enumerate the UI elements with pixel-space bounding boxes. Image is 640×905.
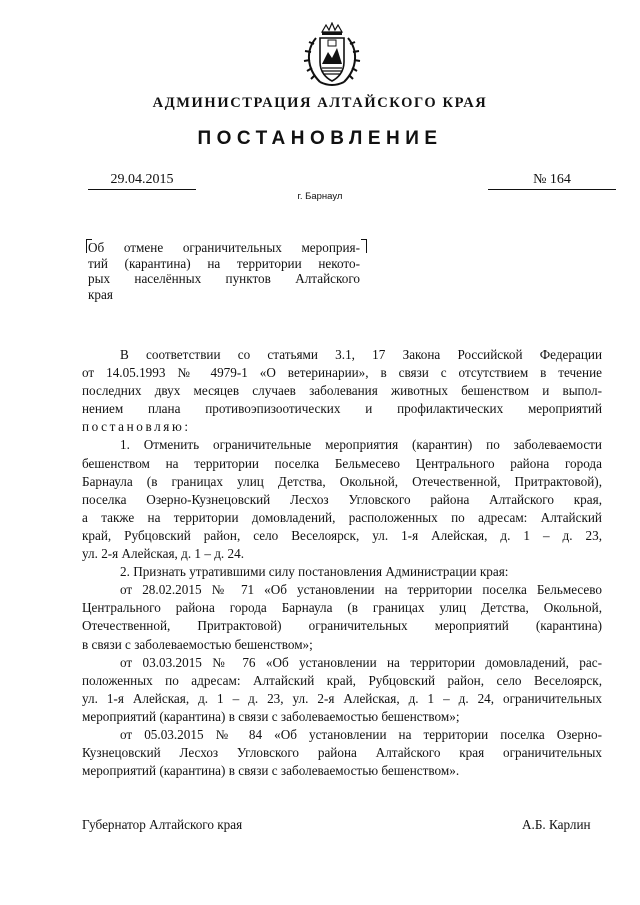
- organization-name: АДМИНИСТРАЦИЯ АЛТАЙСКОГО КРАЯ: [152, 95, 488, 111]
- body-line: ул. 2-я Алейская, д. 1 – д. 24.: [82, 546, 244, 562]
- signatory-title: Губернатор Алтайского края: [82, 817, 243, 832]
- document-date: 29.04.2015: [88, 172, 196, 190]
- subject-line: Об отмене ограничительных мероприя-: [88, 240, 360, 255]
- signatory-name: А.Б. Карлин: [522, 817, 591, 832]
- body-line: Барнаула (в границах улиц Детства, Окольной, Отечественной, Притрактовой),: [82, 473, 602, 489]
- body-line: нением плана противоэпизоотических и профилактических мероприятий: [82, 401, 602, 417]
- body-line: от 14.05.1993 № 4979-1 «О ветеринарии», в связи с отсутствием в течение: [82, 365, 602, 381]
- body-line: последних двух месяцев случаев заболевания животных бешенством и выпол-: [82, 383, 602, 399]
- issuing-city: г. Барнаул: [297, 191, 343, 202]
- document-subject: [88, 240, 360, 302]
- body-line: мероприятий (карантина) в связи с заболеваемостью бешенством».: [82, 763, 460, 779]
- body-line: от 05.03.2015 № 84 «Об установлении на территории поселка Озерно-: [120, 726, 602, 742]
- document-type-heading: ПОСТАНОВЛЕНИЕ: [197, 128, 443, 149]
- body-line: в связи с заболеваемостью бешенством»;: [82, 636, 313, 652]
- body-line: В соответствии со статьями 3.1, 17 Закона Российской Федерации: [120, 347, 602, 362]
- document-number: № 164: [488, 172, 616, 190]
- body-line: бешенством на территории поселка Бельмесево Центрального района города: [82, 455, 602, 471]
- body-line-resolution: постановляю:: [82, 419, 191, 435]
- body-line: Отечественной, Притрактовой) ограничительных мероприятий (карантина): [82, 618, 602, 634]
- body-line: от 03.03.2015 № 76 «Об установлении на территории домовладений, рас-: [120, 654, 602, 670]
- body-line: поселка Озерно-Кузнецовский Лесхоз Угловского района Алтайского края,: [82, 491, 602, 507]
- body-line: край, Рубцовский район, село Веселоярск, ул. 1-я Алейская, д. 1 – д. 23,: [82, 527, 602, 543]
- subject-line: рых населённых пунктов Алтайского: [88, 271, 360, 286]
- body-line: 2. Признать утратившими силу постановления Администрации края:: [120, 564, 509, 580]
- body-line: Центрального района города Барнаула (в границах улиц Детства, Окольной,: [82, 600, 602, 616]
- body-line: Кузнецовский Лесхоз Угловского района Алтайского края ограничительных: [82, 745, 602, 761]
- coat-of-arms-emblem-icon: [300, 22, 364, 90]
- body-line: мероприятий (карантина) в связи с заболеваемостью бешенством»;: [82, 708, 460, 724]
- document-body: [82, 346, 602, 780]
- body-line: а также на территории домовладений, расположенных по адресам: Алтайский: [82, 509, 602, 525]
- body-line: от 28.02.2015 № 71 «Об установлении на территории поселка Бельмесево: [120, 582, 602, 598]
- body-line: ул. 1-я Алейская, д. 1 – д. 23, ул. 2-я Алейская, д. 1 – д. 24, ограничительных: [82, 690, 602, 706]
- body-line: положенных по адресам: Алтайский край, Рубцовский район, село Веселоярск,: [82, 672, 602, 688]
- subject-line: тий (карантина) на территории некото-: [88, 255, 360, 271]
- body-line: 1. Отменить ограничительные мероприятия (карантин) по заболеваемости: [120, 437, 602, 453]
- subject-bracket-right: [361, 239, 367, 253]
- subject-line: края: [88, 286, 113, 302]
